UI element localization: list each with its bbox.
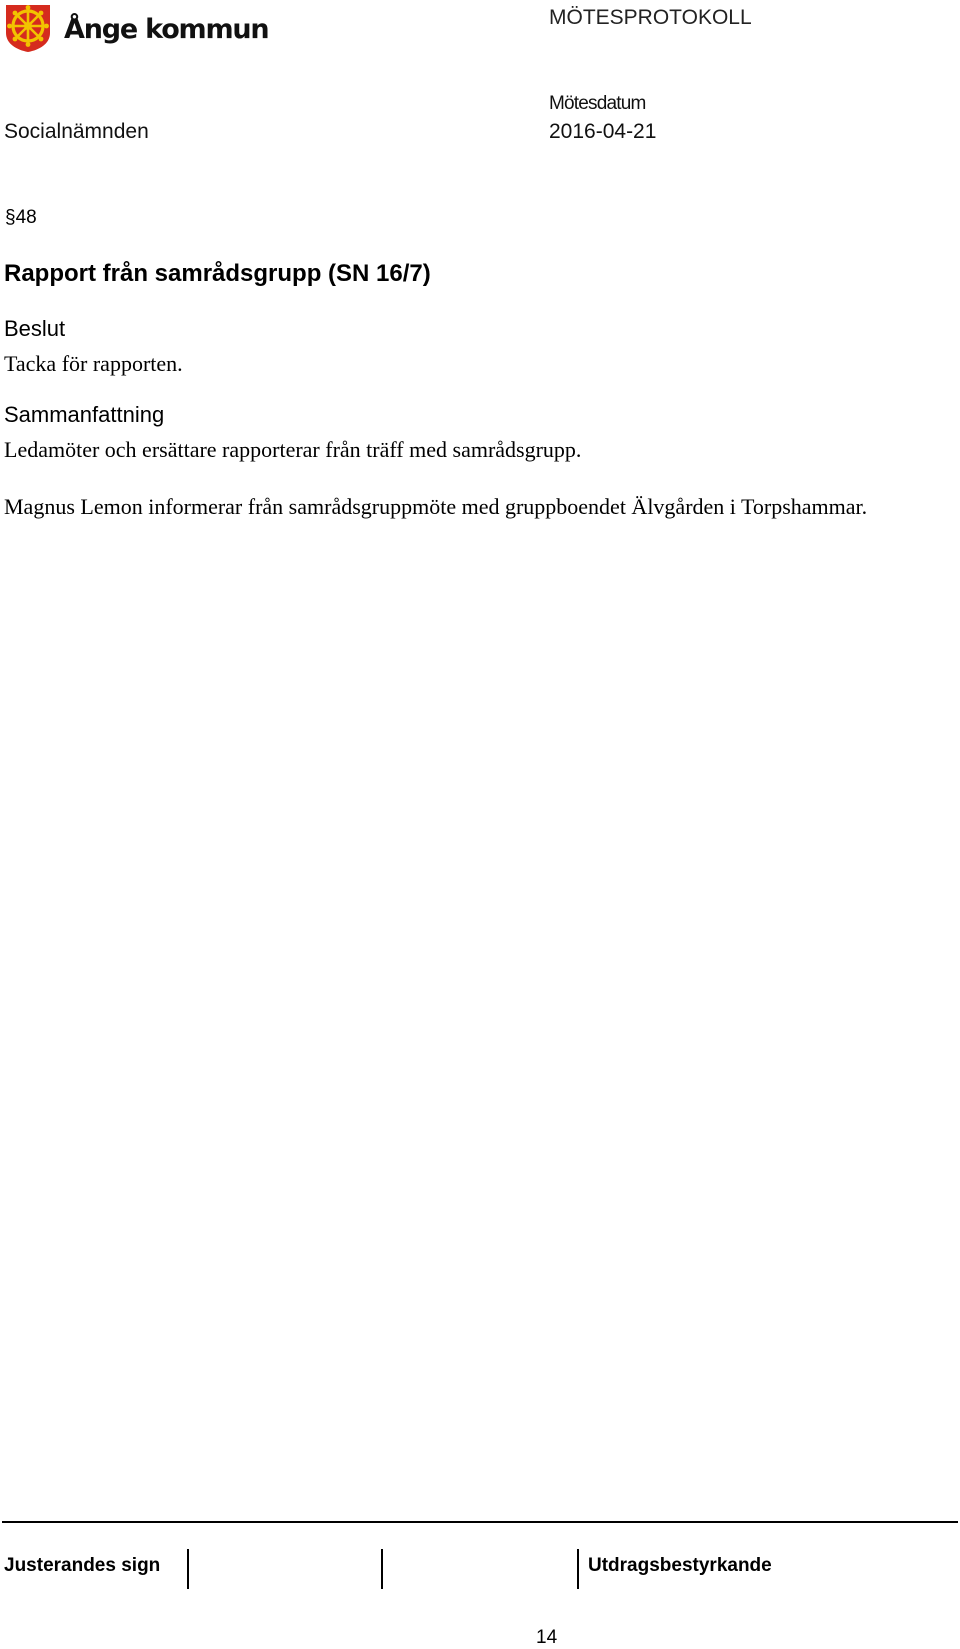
committee-name: Socialnämnden	[4, 120, 149, 143]
municipality-logo	[4, 3, 268, 53]
shield-wheel-icon	[4, 3, 52, 53]
footer-divider	[2, 1521, 958, 1523]
section-number: §48	[5, 207, 37, 228]
summary-heading: Sammanfattning	[4, 402, 165, 427]
signature-box-divider	[187, 1549, 189, 1589]
decision-text: Tacka för rapporten.	[4, 351, 183, 376]
meeting-date: 2016-04-21	[549, 120, 657, 143]
logo-wordmark: Ånge kommun	[64, 13, 269, 45]
summary-paragraph: Ledamöter och ersättare rapporterar från träff med samrådsgrupp.	[4, 437, 582, 462]
signature-box-divider	[577, 1549, 579, 1589]
adjuster-signature-label: Justerandes sign	[4, 1555, 161, 1576]
page-number: 14	[536, 1627, 558, 1648]
summary-paragraph: Magnus Lemon informerar från samrådsgruppmöte med gruppboendet Älvgården i Torpshammar.	[4, 494, 868, 519]
decision-heading: Beslut	[4, 316, 66, 341]
extract-certification-label: Utdragsbestyrkande	[588, 1555, 772, 1576]
document-type: MÖTESPROTOKOLL	[549, 6, 752, 29]
meeting-date-label: Mötesdatum	[549, 93, 646, 114]
item-title: Rapport från samrådsgrupp (SN 16/7)	[4, 260, 431, 287]
signature-box-divider	[381, 1549, 383, 1589]
